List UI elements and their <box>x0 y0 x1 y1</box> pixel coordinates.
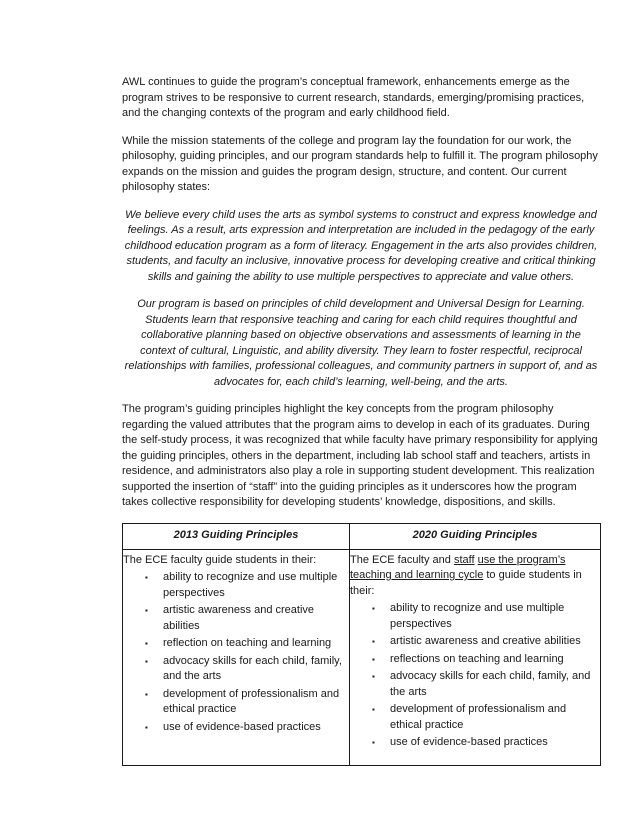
square-bullet-icon: ▪ <box>372 705 375 714</box>
list-item: ▪ ability to recognize and use multiple perspectives <box>372 602 565 630</box>
square-bullet-icon: ▪ <box>145 573 148 582</box>
list-item: ▪ advocacy skills for each child, family, and the arts <box>372 670 591 698</box>
list-item: ▪ use of evidence-based practices <box>145 720 349 736</box>
square-bullet-icon: ▪ <box>372 672 375 681</box>
underlined-teaching-cycle: use the program’s teaching and learning cycle <box>350 553 566 581</box>
table-header-row <box>123 523 601 549</box>
list-2020 <box>350 601 600 751</box>
list-item: ▪ use of evidence-based practices <box>372 735 600 751</box>
underlined-staff: staff <box>453 553 475 566</box>
document-page <box>122 75 600 766</box>
guiding-principles-table <box>122 523 601 766</box>
square-bullet-icon: ▪ <box>372 604 375 613</box>
list-item: ▪ development of professionalism and ethical practice <box>372 703 567 731</box>
intro-2013: The ECE faculty guide students in their: <box>123 553 317 566</box>
square-bullet-icon: ▪ <box>145 722 148 732</box>
paragraph-framework: AWL continues to guide the program’s conceptual framework, enhancements emerge as the program strives to be responsive to current research, standards, emerging/promising practices, and the changing contexts of the program and early childhood field. <box>122 76 585 119</box>
table-row <box>123 549 601 765</box>
list-item: ▪ reflection on teaching and learning <box>145 636 349 652</box>
cell-2013-principles <box>123 549 350 765</box>
header-2013: 2013 Guiding Principles <box>123 523 350 549</box>
list-2013 <box>123 570 349 735</box>
list-item: ▪ advocacy skills for each child, family, and the arts <box>145 654 342 682</box>
header-2020: 2020 Guiding Principles <box>350 523 601 549</box>
square-bullet-icon: ▪ <box>145 656 148 666</box>
square-bullet-icon: ▪ <box>145 606 148 615</box>
list-item: ▪ reflections on teaching and learning <box>372 652 600 668</box>
cell-2020-principles <box>350 549 601 765</box>
square-bullet-icon: ▪ <box>372 637 375 646</box>
list-item: ▪ artistic awareness and creative abilities <box>145 604 315 632</box>
paragraph-guiding-principles: The program’s guiding principles highlight the key concepts from the program philosophy regarding the valued attributes that the program aims to develop in each of its graduates. During the self-study process, it was recognized that while faculty have primary responsibility for applying the guiding principles, others in the department, including lab school staff and teachers, artists in residence, and administrators also play a role in supporting student development. This realization supported the insertion of “staff” into the guiding principles as it underscores how the program takes collective responsibility for developing students’ knowledge, dispositions, and skills. <box>122 403 598 508</box>
list-item: ▪ ability to recognize and use multiple perspectives <box>145 571 338 599</box>
philosophy-quote-development: Our program is based on principles of child development and Universal Design for Learning. Students learn that responsive teaching and caring for each child requires thoughtful and collaborative planning based on objective observations and assessments of learning in the context of cultural, Linguistic, and ability diversity. They learn to foster respectful, reciprocal relationships with families, professional colleagues, and community partners in support of, and as advocates for, each child’s learning, well-being, and the arts. <box>124 298 598 388</box>
list-item: ▪ development of professionalism and ethical practice <box>145 687 340 715</box>
square-bullet-icon: ▪ <box>145 639 148 648</box>
square-bullet-icon: ▪ <box>372 738 375 747</box>
list-item: ▪ artistic awareness and creative abilities <box>372 634 600 650</box>
philosophy-quote-arts: We believe every child uses the arts as symbol systems to construct and express knowledge and feelings. As a result, arts expression and interpretation are included in the pedagogy of the early childhood education program as a form of literacy. Engagement in the arts also provides children, students, and faculty an inclusive, innovative process for developing creative and critical thinking skills and gaining the ability to use multiple perspectives to appreciate and value others. <box>124 208 598 283</box>
intro-2020: The ECE faculty and staff use the program’s teaching and learning cycle to guide students in their: <box>350 553 582 597</box>
square-bullet-icon: ▪ <box>372 654 375 664</box>
paragraph-mission: While the mission statements of the college and program lay the foundation for our work, the philosophy, guiding principles, and our program standards help to fulfill it. The program philosophy expands on the mission and guides the program design, structure, and content. Our current philosophy states: <box>122 134 598 193</box>
square-bullet-icon: ▪ <box>145 689 148 699</box>
